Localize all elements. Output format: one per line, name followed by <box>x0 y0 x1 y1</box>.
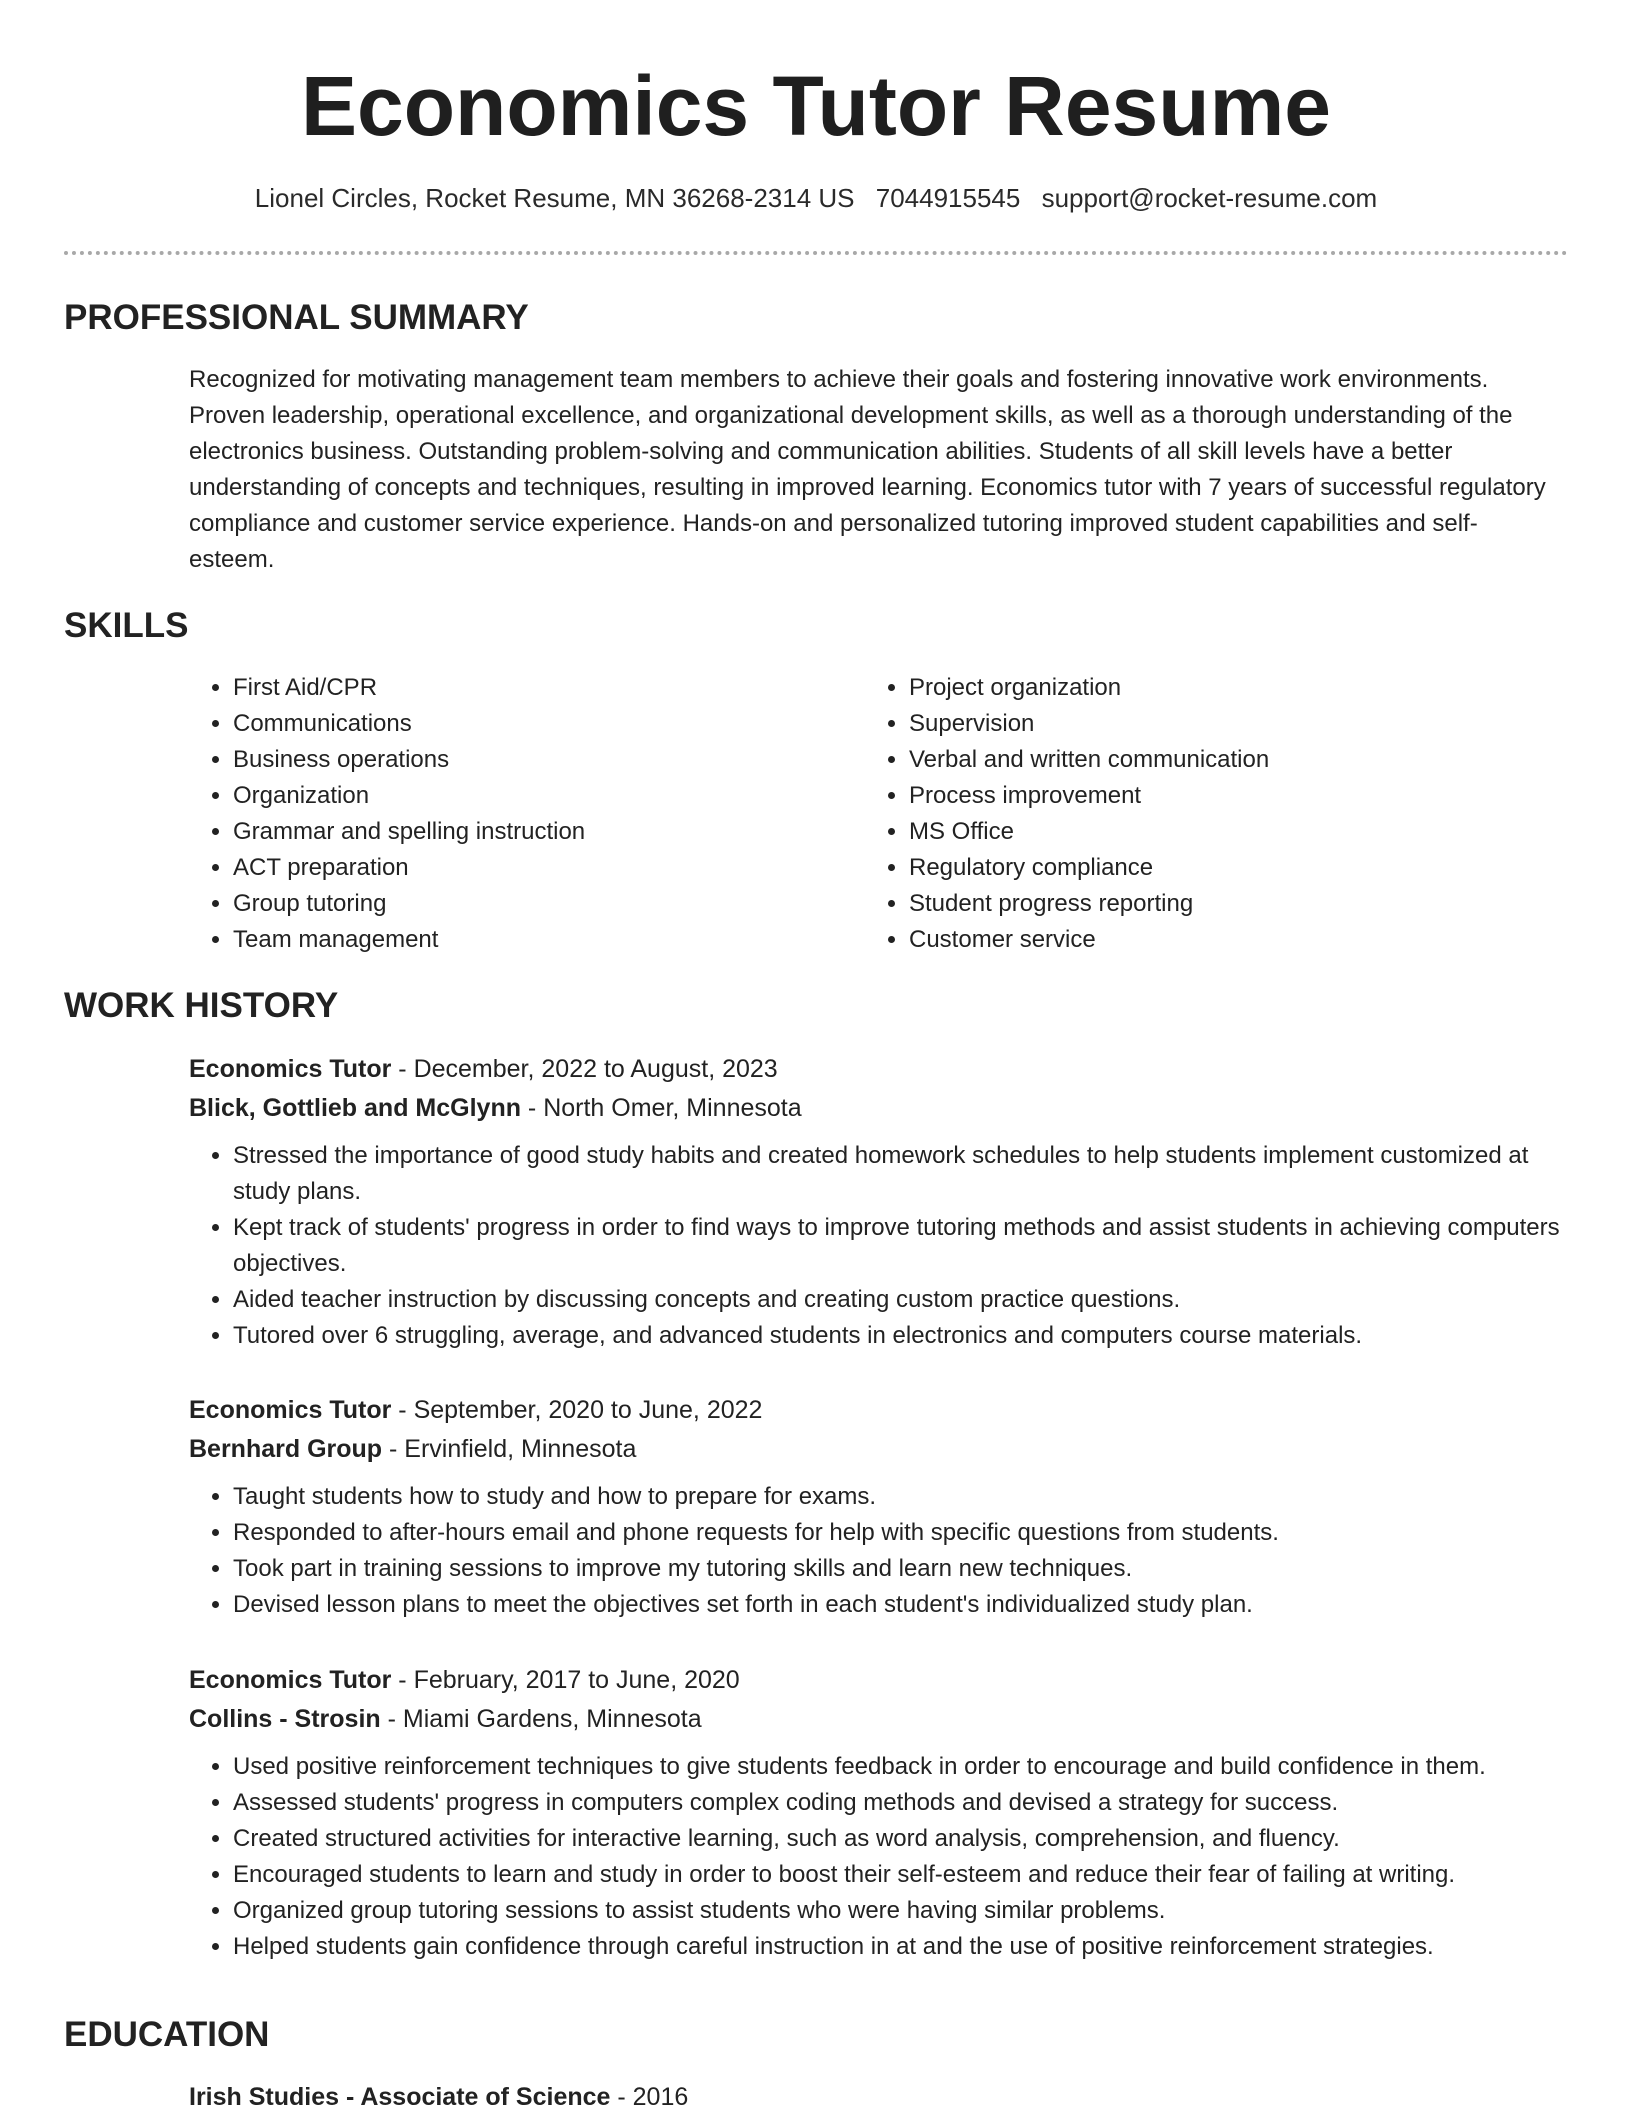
header-divider <box>64 251 1568 255</box>
job-title: Economics Tutor <box>189 1396 392 1424</box>
skill-item: • Grammar and spelling instruction <box>233 814 809 850</box>
skills-left-list <box>189 670 809 958</box>
job-entry <box>189 1050 1569 1354</box>
contact-phone: 7044915545 <box>875 183 1021 213</box>
skill-item: • Business operations <box>233 742 809 778</box>
job-bullet: • Responded to after-hours email and phone requests for help with specific questions from students. <box>233 1515 1569 1551</box>
skill-item: • Project organization <box>909 670 1485 706</box>
job-bullet: • Kept track of students' progress in order to find ways to improve tutoring methods and assist students in achieving computers objectives. <box>233 1210 1569 1282</box>
skill-item: • Regulatory compliance <box>909 850 1485 886</box>
skill-item: • Student progress reporting <box>909 886 1485 922</box>
job-bullet: • Assessed students' progress in computers complex coding methods and devised a strategy for success. <box>233 1785 1569 1821</box>
job-entry <box>189 1391 1569 1623</box>
contact-line <box>0 180 1632 216</box>
job-bullet-list <box>189 1138 1569 1354</box>
job-entry <box>189 1661 1569 1965</box>
skill-item: • Communications <box>233 706 809 742</box>
job-bullet: • Used positive reinforcement techniques to give students feedback in order to encourage and build confidence in them. <box>233 1749 1569 1785</box>
job-company: Blick, Gottlieb and McGlynn <box>189 1094 521 1122</box>
job-company-line: Collins - Strosin - Miami Gardens, Minnesota <box>189 1705 702 1733</box>
job-dates: December, 2022 to August, 2023 <box>413 1055 778 1083</box>
job-bullet: • Tutored over 6 struggling, average, and advanced students in electronics and computers course materials. <box>233 1318 1569 1354</box>
job-company: Bernhard Group <box>189 1435 383 1463</box>
job-location: Ervinfield, Minnesota <box>404 1435 637 1463</box>
job-company-line: Blick, Gottlieb and McGlynn - North Omer, Minnesota <box>189 1094 802 1122</box>
skill-item: • ACT preparation <box>233 850 809 886</box>
summary-heading: PROFESSIONAL SUMMARY <box>64 298 529 337</box>
skill-item: • Supervision <box>909 706 1485 742</box>
job-company: Collins - Strosin <box>189 1705 381 1733</box>
skills-right-list <box>865 670 1485 958</box>
job-title: Economics Tutor <box>189 1055 392 1083</box>
page-title: Economics Tutor Resume <box>301 59 1331 153</box>
job-dates: February, 2017 to June, 2020 <box>413 1666 740 1694</box>
job-location: North Omer, Minnesota <box>543 1094 802 1122</box>
skill-item: • Customer service <box>909 922 1485 958</box>
skills-heading: SKILLS <box>64 606 189 645</box>
job-title-line: Economics Tutor - September, 2020 to June, 2022 <box>189 1396 763 1424</box>
skill-item: • Organization <box>233 778 809 814</box>
job-title-line: Economics Tutor - February, 2017 to June, 2020 <box>189 1666 740 1694</box>
job-bullet: • Aided teacher instruction by discussing concepts and creating custom practice questions. <box>233 1282 1569 1318</box>
job-bullet: • Created structured activities for interactive learning, such as word analysis, comprehension, and fluency. <box>233 1821 1569 1857</box>
skill-item: • Verbal and written communication <box>909 742 1485 778</box>
job-bullet: • Helped students gain confidence through careful instruction in at and the use of positive reinforcement strategies. <box>233 1929 1569 1965</box>
summary-text: Recognized for motivating management team members to achieve their goals and fostering innovative work environments. Proven leadership, operational excellence, and organizational development skills, as well as a thorough understanding of the electronics business. Outstanding problem-solving and communication abilities. Students of all skill levels have a better understanding of concepts and techniques, resulting in improved learning. Economics tutor with 7 years of successful regulatory compliance and customer service experience. Hands-on and personalized tutoring improved student capabilities and self-esteem. <box>189 366 1546 573</box>
skills-right-column <box>865 670 1485 958</box>
job-company-line: Bernhard Group - Ervinfield, Minnesota <box>189 1435 637 1463</box>
job-bullet-list <box>189 1749 1569 1965</box>
job-dates: September, 2020 to June, 2022 <box>413 1396 763 1424</box>
work-heading: WORK HISTORY <box>64 986 339 1025</box>
skill-item: • MS Office <box>909 814 1485 850</box>
job-location: Miami Gardens, Minnesota <box>402 1705 702 1733</box>
job-bullet: • Stressed the importance of good study habits and created homework schedules to help students implement customized at study plans. <box>233 1138 1569 1210</box>
job-title: Economics Tutor <box>189 1666 392 1694</box>
education-line: Irish Studies - Associate of Science - 2016 <box>189 2083 689 2111</box>
skill-item: • Team management <box>233 922 809 958</box>
skill-item: • First Aid/CPR <box>233 670 809 706</box>
job-bullet: • Organized group tutoring sessions to assist students who were having similar problems. <box>233 1893 1569 1929</box>
skill-item: • Process improvement <box>909 778 1485 814</box>
education-heading: EDUCATION <box>64 2015 270 2054</box>
education-year: 2016 <box>632 2083 689 2111</box>
skills-left-column <box>189 670 809 958</box>
job-bullet: • Devised lesson plans to meet the objectives set forth in each student's individualized study plan. <box>233 1587 1569 1623</box>
education-degree: Irish Studies - Associate of Science <box>189 2083 611 2111</box>
job-bullet: • Encouraged students to learn and study in order to boost their self-esteem and reduce their fear of failing at writing. <box>233 1857 1569 1893</box>
job-bullet: • Taught students how to study and how to prepare for exams. <box>233 1479 1569 1515</box>
job-bullet-list <box>189 1479 1569 1623</box>
summary-section <box>189 362 1561 578</box>
education-entry <box>189 2078 1569 2117</box>
job-title-line: Economics Tutor - December, 2022 to August, 2023 <box>189 1055 778 1083</box>
job-bullet: • Took part in training sessions to improve my tutoring skills and learn new techniques. <box>233 1551 1569 1587</box>
contact-email: support@rocket-resume.com <box>1041 183 1378 213</box>
contact-address: Lionel Circles, Rocket Resume, MN 36268-2314 US <box>254 183 855 213</box>
skill-item: • Group tutoring <box>233 886 809 922</box>
